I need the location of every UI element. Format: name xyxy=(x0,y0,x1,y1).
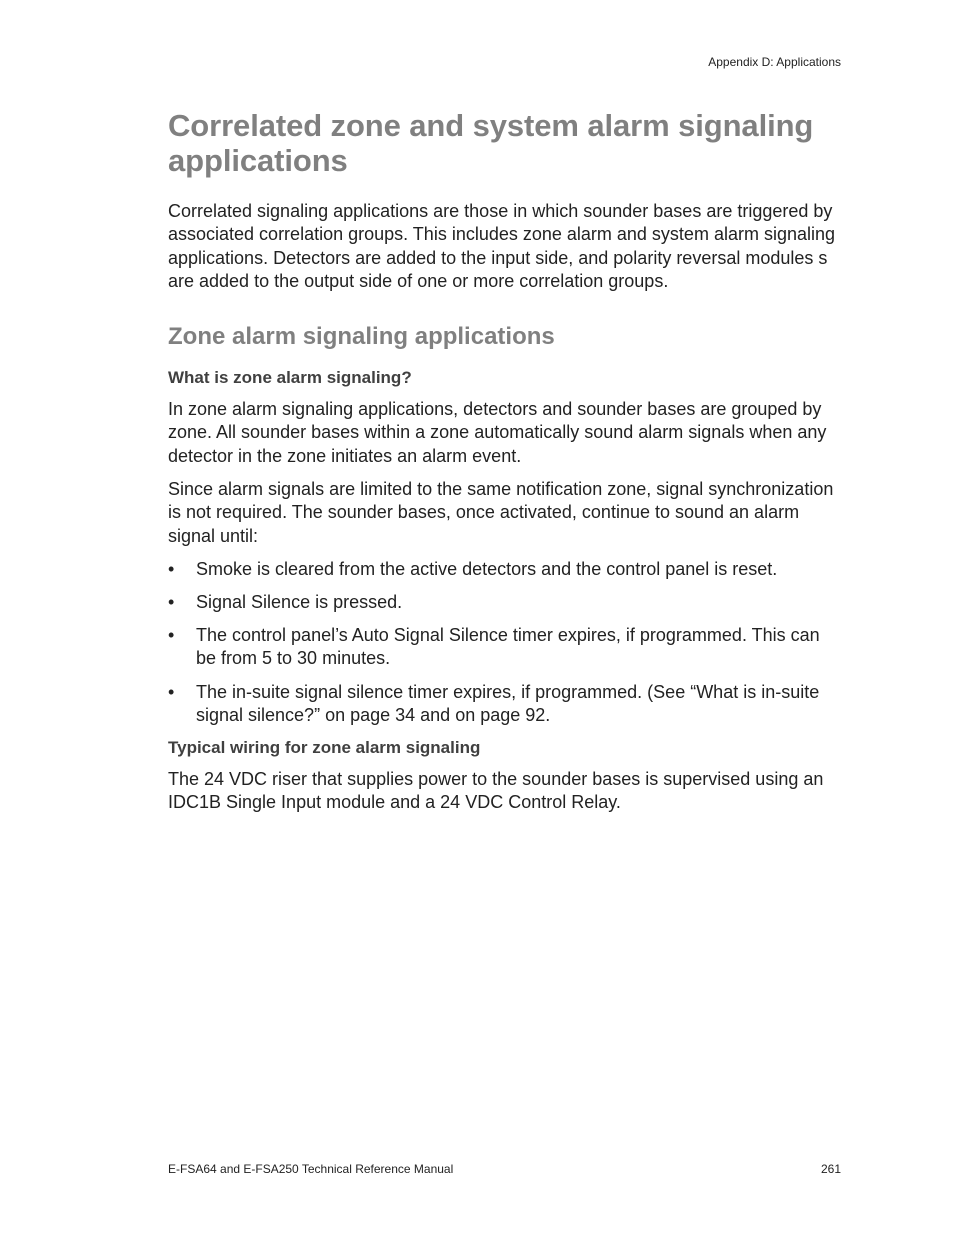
paragraph-wiring: The 24 VDC riser that supplies power to the sounder bases is supervised using an IDC1B Single Input module and a 24 VDC Control Relay. xyxy=(168,768,824,813)
list-item xyxy=(168,624,840,671)
list-item-text: The in-suite signal silence timer expires, if programmed. (See “What is in-suite signal silence?” on page 34 and on page 92. xyxy=(196,681,820,725)
bullet-icon: • xyxy=(168,681,175,702)
subsection-heading-wiring: Typical wiring for zone alarm signaling xyxy=(168,737,481,757)
silence-conditions-list xyxy=(168,558,840,727)
page-content xyxy=(168,108,840,825)
list-item xyxy=(168,591,840,614)
footer-manual-title: E-FSA64 and E-FSA250 Technical Reference Manual xyxy=(168,1162,454,1176)
bullet-icon: • xyxy=(168,625,175,646)
list-item-text: The control panel’s Auto Signal Silence timer expires, if programmed. This can be from 5 to 30 minutes. xyxy=(196,625,820,669)
subsection-heading-what-is: What is zone alarm signaling? xyxy=(168,368,412,388)
intro-paragraph: Correlated signaling applications are those in which sounder bases are triggered by associated correlation groups. This includes zone alarm and system alarm signaling applications. Detectors are added to the input side, and polarity reversal modules s are added to the output side of one or more correlation groups. xyxy=(168,201,836,291)
paragraph-synchronization: Since alarm signals are limited to the same notification zone, signal synchronization is not required. The sounder bases, once activated, continue to sound an alarm signal until: xyxy=(168,479,834,546)
bullet-icon: • xyxy=(168,592,175,613)
list-item-text: Signal Silence is pressed. xyxy=(196,592,403,613)
list-item xyxy=(168,681,840,728)
list-item xyxy=(168,558,840,581)
list-item-text: Smoke is cleared from the active detectors and the control panel is reset. xyxy=(196,558,778,579)
bullet-icon: • xyxy=(168,558,175,579)
page-title: Correlated zone and system alarm signaling applications xyxy=(168,108,814,178)
paragraph-zone-grouping: In zone alarm signaling applications, detectors and sounder bases are grouped by zone. All sounder bases within a zone automatically sound alarm signals when any detector in the zone initiates an alarm event. xyxy=(168,399,827,466)
footer-page-number: 261 xyxy=(820,1162,841,1176)
section-heading: Zone alarm signaling applications xyxy=(168,323,555,351)
running-header: Appendix D: Applications xyxy=(708,55,841,69)
